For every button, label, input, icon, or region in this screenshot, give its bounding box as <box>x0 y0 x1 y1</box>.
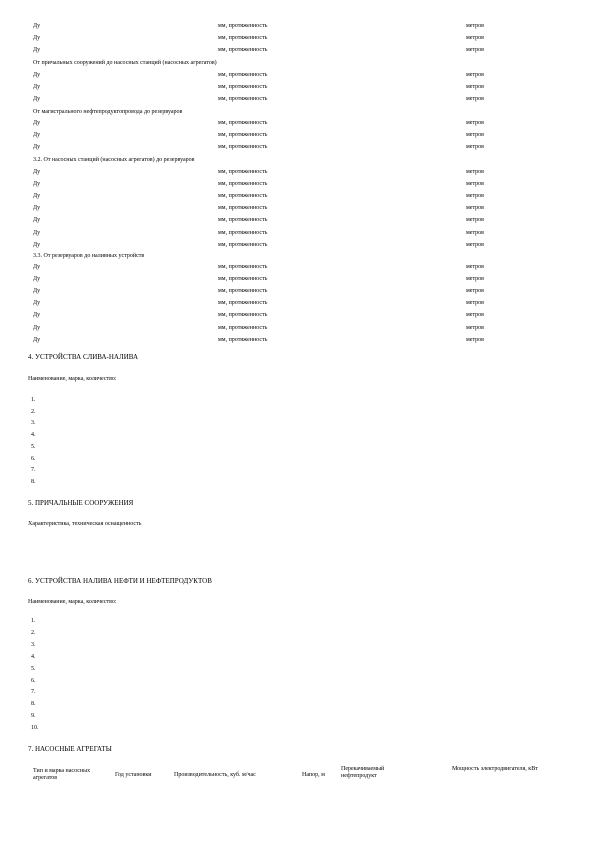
pipe-diameter-label: Ду <box>33 264 41 270</box>
pipe-row <box>0 240 595 250</box>
pipe-length-label: мм, протяженность <box>218 120 268 126</box>
numbered-item: 7. <box>31 467 36 474</box>
pipe-length-label: мм, протяженность <box>218 300 268 307</box>
numbered-item: 2. <box>31 629 36 636</box>
pipe-row <box>0 215 595 225</box>
pipe-unit-label: метров <box>466 264 484 270</box>
pipe-unit-label: метров <box>466 96 484 103</box>
pipe-length-label: мм, протяженность <box>218 324 268 331</box>
pipe-length-label: мм, протяженность <box>218 229 268 236</box>
pipe-row <box>0 21 595 31</box>
pipe-row <box>0 191 595 201</box>
numbered-item: 7. <box>31 689 36 696</box>
pipe-diameter-label: Ду <box>33 229 41 236</box>
pipe-row <box>0 335 595 345</box>
pipe-diameter-label: Ду <box>33 120 41 126</box>
pipe-row <box>0 298 595 308</box>
subsection-pipeline-to-tanks: От магистрального нефтепродуктопровода до резервуаров <box>33 109 183 115</box>
pipe-diameter-label: Ду <box>33 144 41 151</box>
pipe-diameter-label: Ду <box>33 132 41 139</box>
numbered-item: 5. <box>31 443 36 450</box>
col-power-header: Мощность электродвигателя, кВт <box>452 766 538 772</box>
pipe-unit-label: метров <box>466 144 484 151</box>
pipe-length-label: мм, протяженность <box>218 193 268 200</box>
numbered-item: 1. <box>31 397 36 403</box>
pipe-unit-label: метров <box>466 336 484 343</box>
col-year-header: Год установки <box>115 772 152 778</box>
pipe-unit-label: метров <box>466 35 484 42</box>
numbered-item: 8. <box>31 478 36 485</box>
pipe-diameter-label: Ду <box>33 96 41 103</box>
numbered-item: 4. <box>31 653 36 660</box>
pipe-diameter-label: Ду <box>33 300 41 307</box>
pipe-diameter-label: Ду <box>33 205 41 212</box>
col-capacity-header: Производительность, куб. м/час <box>174 772 256 778</box>
pipe-row <box>0 179 595 189</box>
pipe-length-label: мм, протяженность <box>218 181 268 188</box>
numbered-item: 8. <box>31 701 36 708</box>
pipe-diameter-label: Ду <box>33 181 41 188</box>
col-head-header: Напор, м <box>302 772 325 778</box>
pipe-unit-label: метров <box>466 23 484 29</box>
pipe-unit-label: метров <box>466 47 484 54</box>
pipe-diameter-label: Ду <box>33 84 41 91</box>
pipe-length-label: мм, протяженность <box>218 132 268 139</box>
pipe-unit-label: метров <box>466 193 484 200</box>
pipe-diameter-label: Ду <box>33 241 41 248</box>
section-7-title: 7. НАСОСНЫЕ АГРЕГАТЫ <box>28 745 112 753</box>
pipe-unit-label: метров <box>466 312 484 319</box>
pipe-row <box>0 274 595 284</box>
pipe-diameter-label: Ду <box>33 288 41 295</box>
pipe-diameter-label: Ду <box>33 35 41 42</box>
pipe-unit-label: метров <box>466 205 484 212</box>
pipe-length-label: мм, протяженность <box>218 241 268 248</box>
section-6-title: 6. УСТРОЙСТВА НАЛИВА НЕФТИ И НЕФТЕПРОДУКТОВ <box>28 577 212 585</box>
section-6-label: Наименование, марка, количество: <box>28 599 117 605</box>
pipe-length-label: мм, протяженность <box>218 96 268 103</box>
pipe-diameter-label: Ду <box>33 217 41 224</box>
pipe-length-label: мм, протяженность <box>218 84 268 91</box>
col-type-header: Тип и марка насосных агрегатов <box>33 768 91 781</box>
numbered-item: 10. <box>31 725 39 732</box>
section-4-label: Наименование, марка, количество: <box>28 376 117 382</box>
pipe-length-label: мм, протяженность <box>218 264 268 270</box>
pipe-diameter-label: Ду <box>33 193 41 200</box>
pipe-diameter-label: Ду <box>33 336 41 343</box>
pipe-row <box>0 94 595 104</box>
pipe-row <box>0 286 595 296</box>
numbered-item: 6. <box>31 677 36 684</box>
section-5-title: 5. ПРИЧАЛЬНЫЕ СООРУЖЕНИЯ <box>28 499 134 507</box>
pipe-diameter-label: Ду <box>33 324 41 331</box>
pipe-length-label: мм, протяженность <box>218 205 268 212</box>
pipe-row <box>0 323 595 333</box>
pipe-length-label: мм, протяженность <box>218 72 268 78</box>
numbered-item: 2. <box>31 408 36 415</box>
section-4-title: 4. УСТРОЙСТВА СЛИВА-НАЛИВА <box>28 353 139 361</box>
subsection-tanks-to-loading: 3.3. От резервуаров до наливных устройств <box>33 253 145 259</box>
numbered-item: 4. <box>31 432 36 439</box>
pipe-diameter-label: Ду <box>33 47 41 54</box>
pipe-unit-label: метров <box>466 120 484 126</box>
pipe-length-label: мм, протяженность <box>218 288 268 295</box>
pipe-unit-label: метров <box>466 72 484 78</box>
pipe-diameter-label: Ду <box>33 276 41 283</box>
pipe-length-label: мм, протяженность <box>218 47 268 54</box>
pipe-row <box>0 118 595 128</box>
numbered-item: 6. <box>31 455 36 462</box>
pipe-length-label: мм, протяженность <box>218 276 268 283</box>
pipe-row <box>0 130 595 140</box>
pipe-diameter-label: Ду <box>33 72 41 78</box>
pipe-unit-label: метров <box>466 324 484 331</box>
pipe-row <box>0 167 595 177</box>
pipe-length-label: мм, протяженность <box>218 23 268 29</box>
subsection-pumps-to-tanks: 3.2. От насосных станций (насосных агрегатов) до резервуаров <box>33 157 195 163</box>
pipe-unit-label: метров <box>466 288 484 295</box>
pipe-length-label: мм, протяженность <box>218 217 268 224</box>
pipe-unit-label: метров <box>466 84 484 91</box>
pipe-unit-label: метров <box>466 169 484 175</box>
pipe-diameter-label: Ду <box>33 312 41 319</box>
pipe-diameter-label: Ду <box>33 23 41 29</box>
pipe-unit-label: метров <box>466 276 484 283</box>
pipe-row <box>0 45 595 55</box>
pipe-length-label: мм, протяженность <box>218 35 268 42</box>
pipe-length-label: мм, протяженность <box>218 312 268 319</box>
pipe-row <box>0 82 595 92</box>
pipe-row <box>0 142 595 152</box>
pipe-unit-label: метров <box>466 229 484 236</box>
numbered-item: 3. <box>31 420 36 427</box>
pipe-row <box>0 262 595 272</box>
pipe-unit-label: метров <box>466 181 484 188</box>
numbered-item: 1. <box>31 618 36 624</box>
numbered-item: 5. <box>31 665 36 672</box>
pipe-row <box>0 33 595 43</box>
numbered-item: 3. <box>31 641 36 648</box>
section-5-label: Характеристика, техническая оснащенность <box>28 521 142 527</box>
numbered-item: 9. <box>31 713 36 720</box>
pipe-length-label: мм, протяженность <box>218 144 268 151</box>
pipe-row <box>0 70 595 80</box>
pipe-row <box>0 310 595 320</box>
pipe-length-label: мм, протяженность <box>218 169 268 175</box>
pipe-diameter-label: Ду <box>33 169 41 175</box>
pipe-unit-label: метров <box>466 241 484 248</box>
pipe-unit-label: метров <box>466 217 484 224</box>
pipe-unit-label: метров <box>466 132 484 139</box>
pipe-row <box>0 228 595 238</box>
pipe-length-label: мм, протяженность <box>218 336 268 343</box>
subsection-berths-to-pumps: От причальных сооружений до насосных станций (насосных агрегатов) <box>33 60 217 66</box>
pipe-row <box>0 203 595 213</box>
col-product-header: Перекачиваемый нефтепродукт <box>341 766 385 779</box>
pipe-unit-label: метров <box>466 300 484 307</box>
